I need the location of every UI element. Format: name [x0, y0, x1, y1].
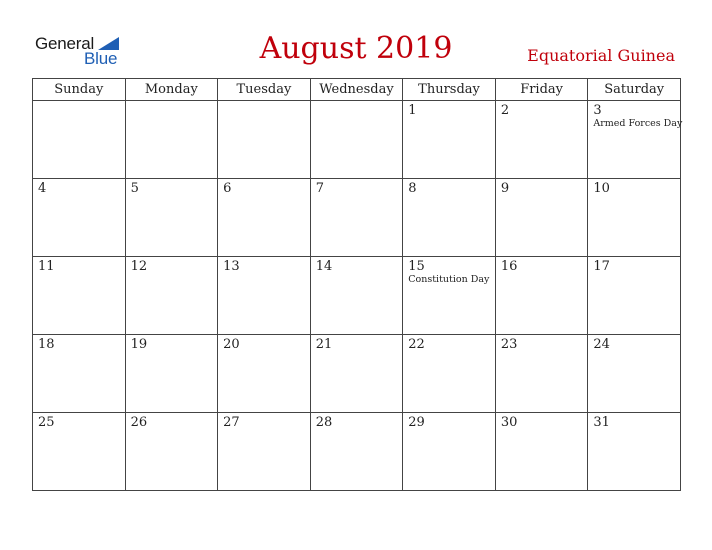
day-number: 12 — [130, 259, 148, 274]
day-number: 15 — [408, 259, 425, 274]
week-row — [33, 257, 681, 335]
day-number: 22 — [408, 337, 425, 352]
weekday-header: Saturday — [588, 79, 681, 101]
weekday-header: Sunday — [33, 79, 126, 101]
day-cell — [218, 101, 311, 179]
day-cell — [403, 335, 496, 413]
day-cell — [218, 335, 311, 413]
day-cell — [495, 413, 588, 491]
day-cell — [125, 413, 218, 491]
day-number: 6 — [223, 181, 232, 196]
day-number: 29 — [408, 415, 425, 430]
day-cell — [33, 101, 126, 179]
day-number: 14 — [315, 259, 333, 274]
week-row — [33, 413, 681, 491]
day-number: 7 — [315, 181, 324, 196]
day-cell — [403, 179, 496, 257]
day-number: 9 — [500, 181, 510, 196]
day-number: 28 — [315, 415, 333, 430]
day-number: 18 — [38, 337, 55, 352]
logo-text-blue: Blue — [84, 49, 118, 68]
day-number: 23 — [500, 337, 518, 352]
day-cell — [125, 179, 218, 257]
weekday-header: Monday — [125, 79, 218, 101]
day-cell — [403, 101, 496, 179]
day-cell — [310, 335, 403, 413]
day-number: 10 — [593, 181, 610, 196]
day-number: 25 — [38, 415, 55, 430]
day-cell — [495, 335, 588, 413]
day-number: 13 — [223, 259, 240, 274]
week-row — [33, 101, 681, 179]
day-cell — [125, 257, 218, 335]
day-cell — [403, 257, 496, 335]
day-cell — [310, 179, 403, 257]
day-cell — [33, 413, 126, 491]
calendar-title: August 2019 — [259, 31, 453, 66]
weekday-header: Friday — [495, 79, 588, 101]
day-cell — [218, 413, 311, 491]
day-number: 19 — [130, 337, 148, 352]
day-cell — [218, 257, 311, 335]
holiday-label: Armed Forces Day — [593, 118, 683, 129]
week-row — [33, 335, 681, 413]
day-number: 3 — [593, 103, 602, 118]
day-cell — [125, 101, 218, 179]
day-cell — [495, 179, 588, 257]
logo-text-general: General — [35, 34, 95, 53]
day-number: 21 — [315, 337, 333, 352]
day-number: 2 — [500, 103, 510, 118]
day-cell — [588, 179, 681, 257]
day-number: 16 — [500, 259, 518, 274]
day-number: 31 — [593, 415, 610, 430]
weekday-header: Tuesday — [218, 79, 311, 101]
day-cell — [33, 257, 126, 335]
day-number: 20 — [223, 337, 240, 352]
day-cell — [495, 101, 588, 179]
weekday-header: Wednesday — [310, 79, 403, 101]
day-number: 30 — [500, 415, 518, 430]
day-number: 1 — [408, 103, 417, 118]
day-cell — [310, 257, 403, 335]
day-cell — [588, 335, 681, 413]
weekday-header-row — [33, 79, 681, 101]
day-cell — [310, 413, 403, 491]
day-cell — [218, 179, 311, 257]
holiday-label: Constitution Day — [408, 274, 490, 285]
day-cell — [588, 413, 681, 491]
day-cell — [33, 179, 126, 257]
day-cell — [403, 413, 496, 491]
day-cell — [588, 257, 681, 335]
week-row — [33, 179, 681, 257]
day-number: 27 — [223, 415, 240, 430]
day-number: 17 — [593, 259, 610, 274]
country-name: Equatorial Guinea — [527, 46, 675, 65]
day-number: 11 — [38, 259, 55, 274]
day-number: 8 — [408, 181, 417, 196]
day-cell — [125, 335, 218, 413]
day-number: 24 — [593, 337, 610, 352]
calendar-grid — [32, 78, 681, 491]
day-number: 5 — [130, 181, 139, 196]
day-number: 26 — [130, 415, 148, 430]
day-cell — [310, 101, 403, 179]
day-number: 4 — [38, 181, 47, 196]
day-cell — [495, 257, 588, 335]
weekday-header: Thursday — [403, 79, 496, 101]
day-cell — [33, 335, 126, 413]
day-cell — [588, 101, 681, 179]
